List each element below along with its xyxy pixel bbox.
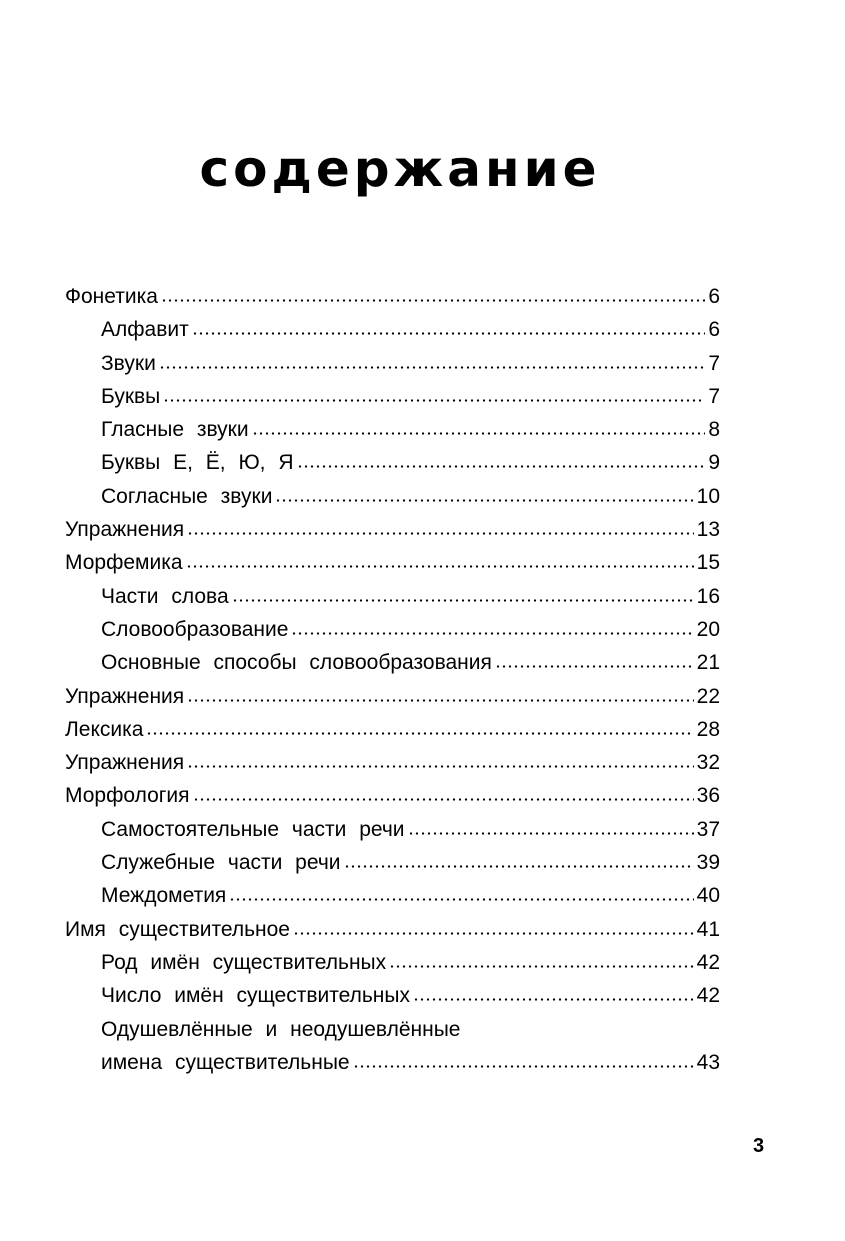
toc-entry-page: 39 [696, 851, 720, 875]
toc-entry [65, 779, 720, 812]
toc-entry-page: 6 [708, 318, 720, 342]
toc-entry [65, 713, 720, 746]
toc-entry [65, 680, 720, 713]
toc-entry-page: 40 [696, 884, 720, 908]
toc-entry-label: Число имён существительных [101, 984, 410, 1008]
dot-leader [291, 632, 693, 635]
page-title: содержание [199, 140, 601, 198]
toc-entry-page: 10 [696, 484, 720, 508]
toc-entry-label: Междометия [101, 884, 227, 908]
dot-leader [187, 532, 693, 535]
toc-entry-label: Упражнения [65, 684, 185, 708]
page-number: 3 [753, 1135, 765, 1157]
dot-leader [192, 332, 706, 335]
toc-entry [65, 1013, 720, 1046]
toc-entry-page: 37 [696, 817, 720, 841]
toc-entry-page: 16 [696, 584, 720, 608]
toc-entry-page: 7 [708, 351, 720, 375]
toc-entry [65, 413, 720, 446]
dot-leader [353, 1065, 694, 1068]
toc-entry-label: Алфавит [101, 318, 189, 342]
toc-entry [65, 546, 720, 579]
dot-leader [344, 865, 694, 868]
toc-entry-page: 21 [696, 651, 720, 675]
dot-leader [297, 465, 706, 468]
toc-entry-label: Род имён существительных [101, 950, 387, 974]
dot-leader [413, 998, 694, 1001]
toc-entry [65, 879, 720, 912]
toc-entry-page: 41 [696, 917, 720, 941]
toc-entry-page: 28 [696, 717, 720, 741]
toc-entry-label: Самостоятельные части речи [101, 817, 405, 841]
toc-entry [65, 347, 720, 380]
toc-entry-label: Имя существительное [65, 917, 290, 941]
toc-entry-page: 36 [696, 784, 720, 808]
toc-entry-page: 43 [696, 1050, 720, 1074]
toc-entry-label: Лексика [65, 717, 144, 741]
toc-entry-label: Фонетика [65, 285, 158, 308]
toc-entry-label: Звуки [101, 351, 156, 375]
dot-leader [389, 965, 693, 968]
toc-entry-label: Части слова [101, 584, 229, 608]
toc-entry [65, 313, 720, 346]
toc-entry [65, 913, 720, 946]
toc-entry-label: Одушевлённые и неодушевлённые [101, 1017, 461, 1041]
toc-entry [65, 280, 720, 313]
dot-leader [293, 932, 694, 935]
toc-entry-label: Основные способы словообразования [101, 651, 492, 675]
dot-leader [159, 366, 706, 369]
dot-leader [187, 699, 693, 702]
toc-entry [65, 580, 720, 613]
dot-leader [193, 798, 694, 801]
table-of-contents [65, 280, 720, 1079]
toc-entry-label: Упражнения [65, 518, 185, 542]
toc-entry [65, 646, 720, 679]
dot-leader [252, 432, 706, 435]
toc-entry-page: 42 [696, 950, 720, 974]
dot-leader [495, 665, 694, 668]
toc-entry [65, 446, 720, 479]
toc-entry [65, 513, 720, 546]
toc-entry [65, 979, 720, 1012]
toc-entry-label: Морфемика [65, 551, 183, 575]
toc-entry-label: Служебные части речи [101, 851, 341, 875]
dot-leader [187, 765, 693, 768]
toc-entry [65, 846, 720, 879]
dot-leader [163, 399, 705, 402]
toc-entry-label: Упражнения [65, 751, 185, 775]
toc-entry-label: Морфология [65, 784, 190, 808]
toc-entry-page: 7 [708, 384, 720, 408]
dot-leader [161, 299, 705, 302]
toc-entry-page: 32 [696, 751, 720, 775]
toc-entry-label: Согласные звуки [101, 484, 273, 508]
dot-leader [232, 599, 694, 602]
toc-entry [65, 1046, 720, 1079]
toc-entry [65, 380, 720, 413]
toc-entry-page: 15 [696, 551, 720, 575]
toc-entry-page: 9 [708, 451, 720, 475]
toc-entry [65, 480, 720, 513]
toc-entry-label: Буквы Е, Ё, Ю, Я [101, 451, 294, 475]
dot-leader [229, 898, 693, 901]
toc-entry-label: Буквы [101, 384, 161, 408]
toc-entry-label: Гласные звуки [101, 418, 249, 442]
toc-entry-page: 8 [708, 418, 720, 442]
dot-leader [408, 832, 694, 835]
toc-entry-page: 20 [696, 617, 720, 641]
toc-entry-page: 42 [696, 984, 720, 1008]
toc-entry [65, 946, 720, 979]
dot-leader [275, 499, 693, 502]
dot-leader [146, 732, 693, 735]
toc-entry-page: 22 [696, 684, 720, 708]
toc-entry-label: Словообразование [101, 617, 289, 641]
toc-entry-page: 13 [696, 518, 720, 542]
toc-entry [65, 813, 720, 846]
toc-entry-page: 6 [708, 285, 720, 308]
toc-entry [65, 746, 720, 779]
toc-entry-label: имена существительные [101, 1050, 350, 1074]
dot-leader [186, 565, 694, 568]
toc-entry [65, 613, 720, 646]
